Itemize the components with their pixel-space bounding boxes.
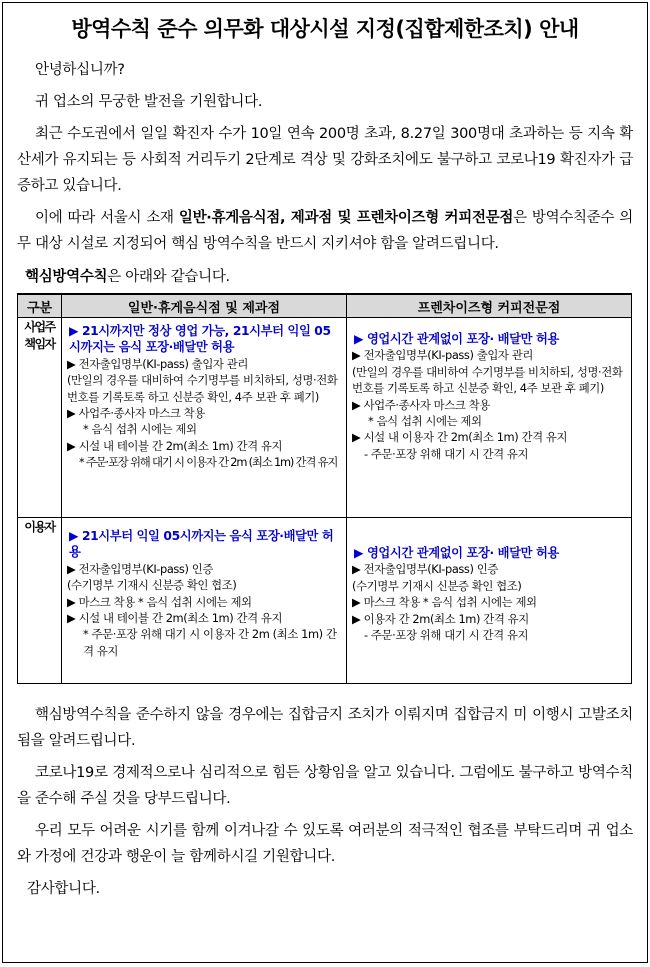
rule-line: ▶ 사업주·종사자 마스크 착용: [352, 397, 490, 412]
rules-table-header: [18, 294, 632, 318]
highlight-rule: ▶ 21시부터 익일 05시까지는 음식 포장·배달만 허용: [69, 529, 334, 560]
request-paragraph: 코로나19로 경제적으로나 심리적으로 힘든 상황임을 알고 있습니다. 그럼에도 불구하고 방역수칙을 준수해 주실 것을 당부드립니다.: [17, 765, 633, 807]
rule-line: ▶ 시설 내 테이블 간 2m(최소 1m) 간격 유지: [67, 438, 283, 453]
table-row-user: [18, 518, 632, 684]
highlight-rule: ▶ 영업시간 관계없이 포장· 배달만 허용: [354, 546, 559, 560]
rule-note: * 음식 섭취 시에는 제외: [83, 422, 197, 437]
rule-line: ▶ 전자출입명부(KI-pass) 인증: [67, 561, 213, 576]
thanks: 감사합니다.: [27, 881, 100, 897]
greeting: 안녕하십니까?: [35, 62, 125, 78]
notice-document: [2, 2, 648, 963]
highlight-rule: ▶ 영업시간 관계없이 포장· 배달만 허용: [354, 332, 559, 346]
wish-paragraph: 귀 업소의 무궁한 발전을 기원합니다.: [35, 94, 263, 110]
rule-line: ▶ 이용자 간 2m(최소 1m) 간격 유지: [352, 611, 529, 626]
designation-facilities: 일반·휴게음식점, 제과점 및 프렌차이즈형 커피전문점: [178, 210, 514, 226]
situation-paragraph: 최근 수도권에서 일일 확진자 수가 10일 연속 200명 초과, 8.27일 300명대 초과하는 등 지속 확산세가 유지되는 등 사회적 거리두기 2단계로 격상 및 강화조치에도 불구하고 코로나19 확진자가 급증하고 있습니다.: [17, 126, 633, 194]
rules-intro-rest: 은 아래와 같습니다.: [107, 269, 230, 285]
designation-text-before: 이에 따라 서울시 소재: [35, 210, 179, 226]
rules-table: [17, 293, 632, 684]
rule-note: * 주문·포장 위해 대기 시 이용자 간 2m (최소 1m) 간격 유지: [83, 627, 337, 658]
operator-restaurant-rules: [62, 318, 347, 518]
rule-note: - 주문·포장 위해 대기 시 간격 유지: [364, 446, 529, 461]
rule-note: * 주문·포장 위해 대기 시 이용자 간 2m (최소 1m) 간격 유지: [79, 455, 338, 470]
header-category: 구분: [18, 294, 62, 318]
closing-paragraph: 우리 모두 어려운 시기를 함께 이겨나갈 수 있도록 여러분의 적극적인 협조를 부탁드리며 귀 업소와 가정에 건강과 행운이 늘 함께하시길 기원합니다.: [17, 823, 633, 865]
rule-line: ▶ 마스크 착용 * 음식 섭취 시에는 제외: [67, 594, 252, 609]
row-label-operator: [18, 318, 62, 518]
row-label-user: [18, 518, 62, 684]
rule-line: ▶ 전자출입명부(KI-pass) 출입자 관리: [67, 356, 248, 371]
designation-text-after: 은 방역수칙준수 의무 대상 시설로 지정되어 핵심 방역수칙을 반드시 지키셔야 함을 알려드립니다.: [17, 210, 633, 252]
rule-line: ▶ 사업주·종사자 마스크 착용: [67, 406, 205, 421]
operator-cafe-rules: [347, 318, 632, 518]
rules-intro-bold: 핵심방역수칙: [25, 269, 108, 285]
rule-line: ▶ 전자출입명부(KI-pass) 출입자 관리: [352, 348, 533, 363]
table-row-operator: [18, 318, 632, 518]
rule-note: - 주문·포장 위해 대기 시 간격 유지: [364, 628, 529, 643]
rules-intro: [25, 265, 633, 289]
designation-paragraph: [17, 205, 633, 257]
highlight-rule: ▶ 21시까지만 정상 영업 가능, 21시부터 익일 05시까지는 음식 포장·배달만 허용: [69, 324, 331, 355]
row-label-line1: 이용자: [24, 520, 55, 534]
document-title: 방역수칙 준수 의무화 대상시설 지정(집합제한조치) 안내: [71, 17, 579, 41]
rule-line: ▶ 마스크 착용 * 음식 섭취 시에는 제외: [352, 595, 537, 610]
rule-line: ▶ 시설 내 이용자 간 2m(최소 1m) 간격 유지: [352, 430, 568, 445]
rule-line: (수기명부 기재시 신분증 확인 협조): [67, 578, 237, 593]
user-restaurant-rules: [62, 518, 347, 684]
rule-line: (만일의 경우를 대비하여 수기명부를 비치하되, 성명·전화번호를 기록토록 하고 신분증 확인, 4주 보관 후 폐기): [352, 364, 623, 396]
rule-line: ▶ 전자출입명부(KI-pass) 인증: [352, 562, 498, 577]
row-label-line2: 책임자: [24, 337, 55, 351]
rule-line: ▶ 시설 내 테이블 간 2m(최소 1m) 간격 유지: [67, 611, 283, 626]
rule-note: * 음식 섭취 시에는 제외: [368, 414, 482, 429]
header-restaurant: 일반·휴게음식점 및 제과점: [62, 294, 347, 318]
rule-line: (수기명부 기재시 신분증 확인 협조): [352, 578, 522, 593]
penalty-paragraph: 핵심방역수칙을 준수하지 않을 경우에는 집합금지 조치가 이뤄지며 집합금지 미 이행시 고발조치 됨을 알려드립니다.: [17, 707, 633, 749]
header-cafe: 프렌차이즈형 커피전문점: [347, 294, 632, 318]
user-cafe-rules: [347, 518, 632, 684]
rule-line: (만일의 경우를 대비하여 수기명부를 비치하되, 성명·전화번호를 기록토록 하고 신분증 확인, 4주 보관 후 폐기): [67, 373, 338, 404]
row-label-line1: 사업주: [24, 320, 55, 334]
